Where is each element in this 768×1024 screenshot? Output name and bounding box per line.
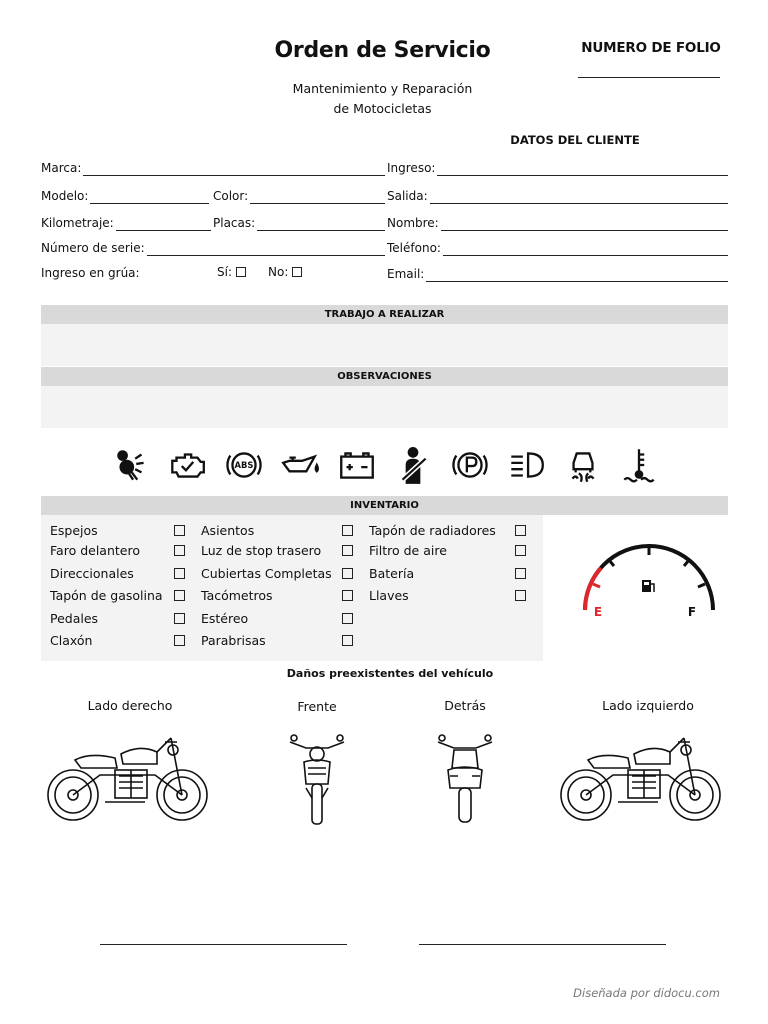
headlight-icon: [505, 444, 547, 486]
fuel-gauge-ticks: [609, 548, 705, 587]
observaciones-textarea[interactable]: [41, 386, 728, 428]
seatbelt-icon: [392, 444, 434, 486]
marca-line[interactable]: [83, 164, 385, 176]
parking-brake-icon: [449, 444, 491, 486]
inventory-checkbox[interactable]: [174, 590, 185, 601]
inventory-item[interactable]: [201, 609, 357, 632]
kilometraje-line[interactable]: [116, 219, 211, 231]
inventory-item-label: Llaves: [369, 588, 409, 604]
inventory-item-label: Faro delantero: [50, 543, 140, 558]
inventory-checkbox[interactable]: [342, 568, 353, 579]
inventory-item-label: Claxón: [50, 633, 93, 649]
nombre-line[interactable]: [441, 219, 728, 231]
fuel-pump-icon: [642, 580, 654, 592]
inventory-checkbox[interactable]: [515, 525, 526, 536]
nombre-field[interactable]: [387, 215, 728, 231]
fuel-gauge-arc: [585, 546, 713, 610]
inventory-checkbox[interactable]: [515, 590, 526, 601]
grua-no-option[interactable]: [268, 265, 302, 279]
ingreso-field[interactable]: [387, 160, 728, 176]
signature-line-right[interactable]: [419, 944, 666, 945]
fuel-gauge-empty-zone: [585, 568, 601, 610]
marca-label: Marca:: [41, 161, 82, 175]
inventory-item-label: Asientos: [201, 523, 255, 538]
inventory-checkbox[interactable]: [174, 568, 185, 579]
inventory-item-label: Parabrisas: [201, 633, 266, 649]
inventory-checkbox[interactable]: [174, 613, 185, 624]
engine-check-icon: [166, 444, 208, 486]
salida-label: Salida:: [387, 189, 428, 203]
inventory-item-label: Estéreo: [201, 610, 249, 626]
grua-no-checkbox[interactable]: [292, 267, 302, 277]
inventory-checkbox[interactable]: [515, 568, 526, 579]
footer-credit: Diseñada por didocu.com: [573, 986, 720, 1000]
motorcycle-rear-illustration[interactable]: [434, 728, 496, 828]
inventory-item[interactable]: [201, 521, 357, 541]
numero-serie-line[interactable]: [147, 244, 385, 256]
placas-label: Placas:: [213, 216, 256, 230]
telefono-label: Teléfono:: [387, 241, 441, 255]
numero-serie-label: Número de serie:: [41, 241, 145, 255]
email-label: Email:: [387, 267, 425, 281]
coolant-temperature-icon: [618, 444, 660, 486]
inventory-checkbox[interactable]: [174, 635, 185, 646]
inventory-item[interactable]: [369, 564, 529, 587]
trabajo-textarea[interactable]: [41, 324, 728, 366]
telefono-field[interactable]: [387, 240, 728, 256]
airbag-icon: [110, 444, 152, 486]
inventory-item-label: Filtro de aire: [369, 543, 447, 558]
inventory-item[interactable]: [201, 586, 357, 609]
page-title: Orden de Servicio: [274, 38, 491, 63]
color-line[interactable]: [250, 192, 385, 204]
fuel-gauge[interactable]: [574, 540, 724, 630]
folio-label: NUMERO DE FOLIO: [581, 40, 721, 56]
grua-no-label: No:: [268, 265, 289, 279]
signature-line-left[interactable]: [100, 944, 347, 945]
inventory-item[interactable]: [201, 564, 357, 587]
inventory-item[interactable]: [50, 586, 190, 609]
inventory-item[interactable]: [201, 541, 357, 564]
inventory-item-label: Tapón de gasolina: [50, 588, 163, 604]
inventario-header: INVENTARIO: [41, 496, 728, 515]
inventory-item-label: Direccionales: [50, 565, 134, 581]
kilometraje-field[interactable]: [41, 215, 211, 231]
battery-icon: [336, 444, 378, 486]
ingreso-label: Ingreso:: [387, 161, 436, 175]
nombre-label: Nombre:: [387, 216, 439, 230]
modelo-label: Modelo:: [41, 189, 89, 203]
modelo-field[interactable]: [41, 188, 209, 204]
ingreso-grua-label: Ingreso en grúa:: [41, 266, 140, 280]
salida-field[interactable]: [387, 188, 728, 204]
fuel-gauge-red-tick: [593, 584, 600, 587]
inventory-item-label: Tapón de radiadores: [369, 523, 496, 538]
view-label-left-side: Lado izquierdo: [602, 698, 694, 713]
subtitle-line-2: de Motocicletas: [333, 101, 432, 116]
damage-section-title: Daños preexistentes del vehículo: [286, 667, 494, 680]
oil-can-icon: [279, 444, 321, 486]
color-label: Color:: [213, 189, 249, 203]
kilometraje-label: Kilometraje:: [41, 216, 114, 230]
inventory-item[interactable]: [201, 631, 357, 654]
inventory-item[interactable]: [369, 541, 529, 564]
inventory-checkbox[interactable]: [342, 613, 353, 624]
motorcycle-left-side-illustration[interactable]: [558, 730, 723, 825]
inventory-item[interactable]: [50, 521, 190, 541]
motorcycle-front-illustration[interactable]: [286, 728, 348, 828]
grua-si-option[interactable]: [217, 265, 246, 279]
inventory-checkbox[interactable]: [342, 590, 353, 601]
inventory-item-label: Luz de stop trasero: [201, 543, 322, 558]
inventory-item[interactable]: [50, 564, 190, 587]
inventory-column-1: [50, 521, 190, 654]
grua-si-checkbox[interactable]: [236, 267, 246, 277]
placas-line[interactable]: [257, 219, 385, 231]
inventory-item[interactable]: [50, 541, 190, 564]
trabajo-header: TRABAJO A REALIZAR: [41, 305, 728, 324]
view-label-rear: Detrás: [444, 698, 486, 713]
grua-si-label: Sí:: [217, 265, 232, 279]
abs-icon: [223, 444, 265, 486]
salida-line[interactable]: [430, 192, 728, 204]
inventory-item[interactable]: [50, 631, 190, 654]
telefono-line[interactable]: [443, 244, 728, 256]
inventory-column-2: [201, 521, 357, 654]
marca-field[interactable]: [41, 160, 385, 176]
inventory-item-label: Batería: [369, 565, 415, 581]
observaciones-header: OBSERVACIONES: [41, 367, 728, 386]
subtitle-line-1: Mantenimiento y Reparación: [292, 81, 473, 96]
inventory-item[interactable]: [369, 521, 529, 541]
svg-text:ABS: ABS: [234, 460, 254, 471]
placas-field[interactable]: [213, 215, 385, 231]
inventory-item[interactable]: [50, 609, 190, 632]
view-label-front: Frente: [297, 699, 337, 714]
inventory-column-3: [369, 521, 529, 609]
email-line[interactable]: [426, 270, 728, 282]
inventory-checkbox[interactable]: [515, 545, 526, 556]
email-field[interactable]: [387, 266, 728, 282]
color-field[interactable]: [213, 188, 385, 204]
client-section-title: DATOS DEL CLIENTE: [510, 133, 640, 147]
traction-control-icon: [562, 444, 604, 486]
inventory-item-label: Cubiertas Completas: [201, 565, 332, 581]
folio-input-line[interactable]: [578, 77, 720, 78]
inventory-checkbox[interactable]: [174, 545, 185, 556]
numero-serie-field[interactable]: [41, 240, 385, 256]
view-label-right-side: Lado derecho: [87, 698, 173, 713]
ingreso-line[interactable]: [437, 164, 728, 176]
dashboard-icons-row: [110, 443, 660, 487]
inventory-checkbox[interactable]: [342, 635, 353, 646]
fuel-full-label: F: [687, 605, 697, 619]
motorcycle-right-side-illustration[interactable]: [45, 730, 210, 825]
inventory-item-label: Espejos: [50, 523, 98, 538]
fuel-empty-label: E: [593, 605, 603, 619]
inventory-checkbox[interactable]: [342, 545, 353, 556]
page-subtitle: [250, 79, 515, 119]
inventory-item-label: Pedales: [50, 610, 99, 626]
inventory-item[interactable]: [369, 586, 529, 609]
inventory-item-label: Tacómetros: [201, 588, 273, 604]
inventory-checkbox[interactable]: [342, 525, 353, 536]
inventory-checkbox[interactable]: [174, 525, 185, 536]
modelo-line[interactable]: [90, 192, 209, 204]
